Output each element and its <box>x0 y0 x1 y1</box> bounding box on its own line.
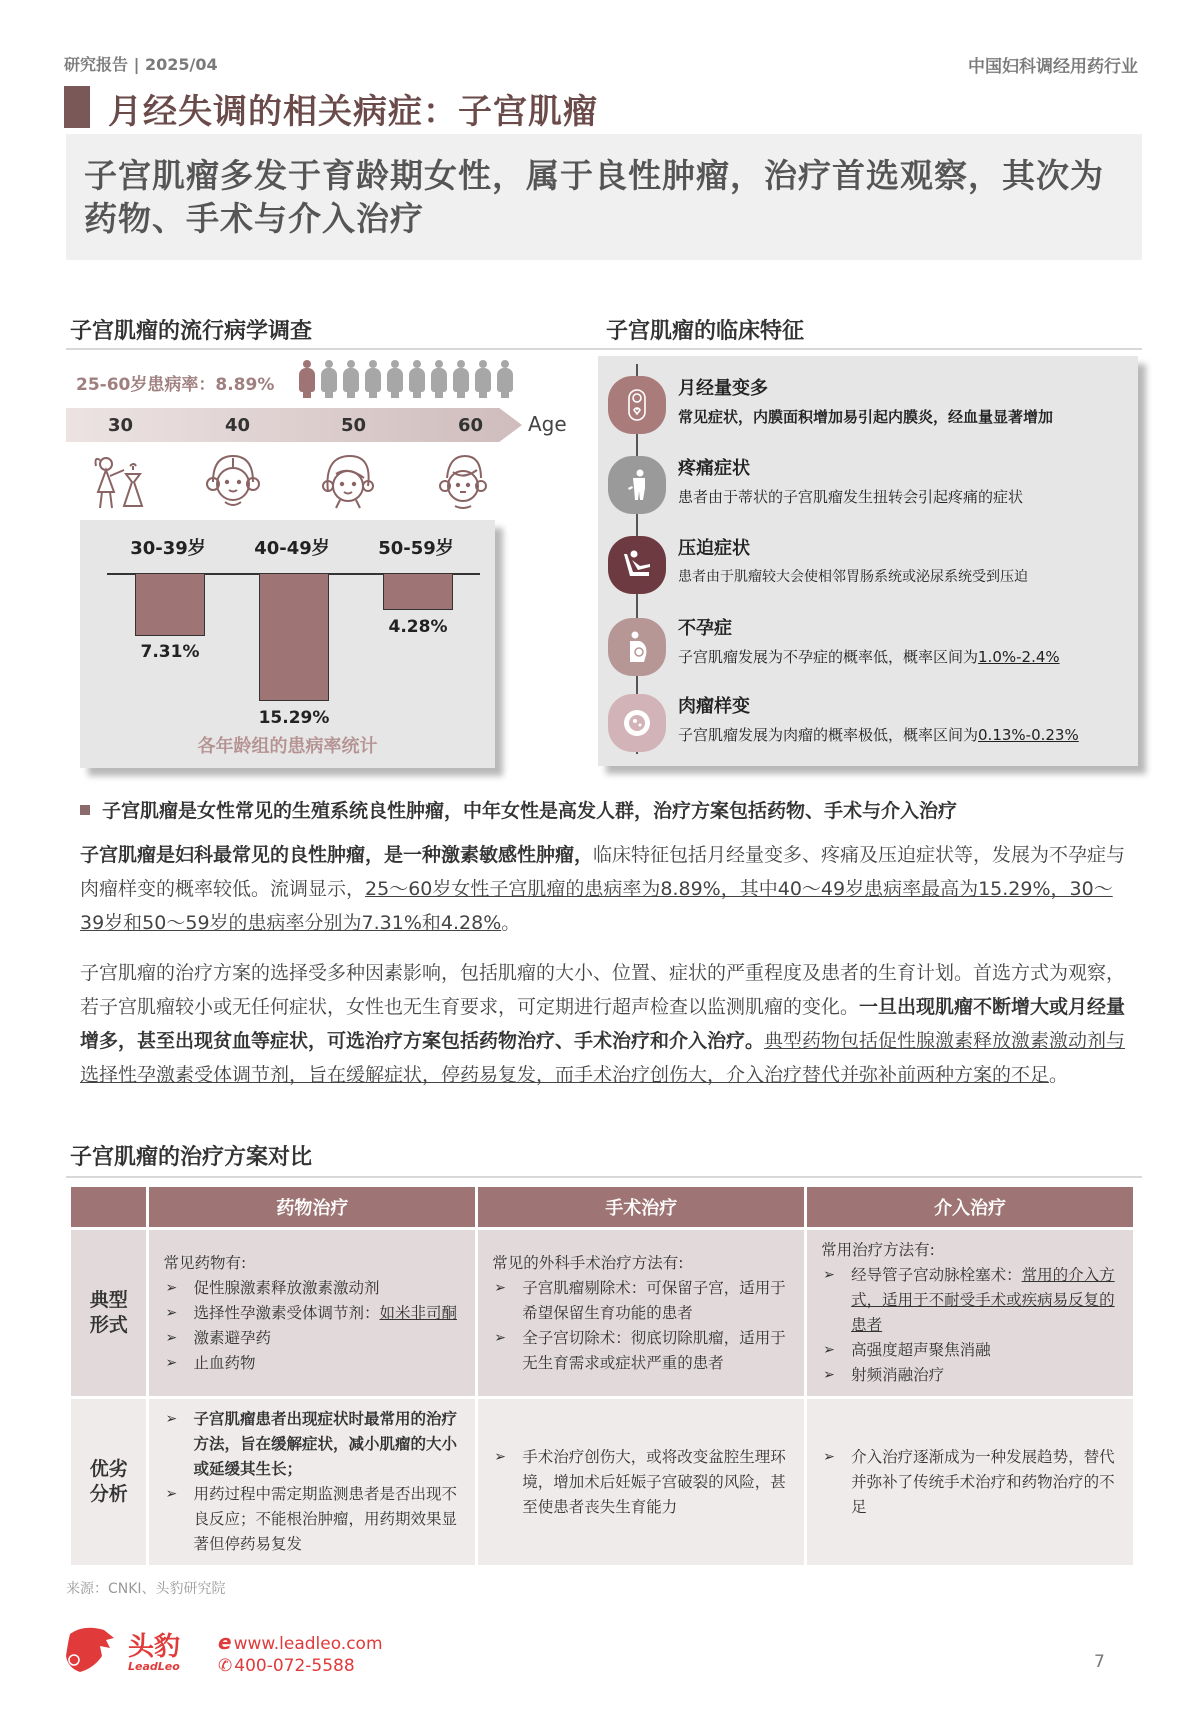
summary-bullet <box>80 796 957 823</box>
row-header-text: 优劣分析 <box>89 1458 128 1505</box>
section-divider <box>596 348 1142 350</box>
cell-intro: 常用治疗方法有: <box>821 1241 935 1259</box>
list-item <box>821 1263 1119 1338</box>
p2-underline: 典型药物包括促性腺激素释放激素激动剂与选择性孕激素受体调节剂，旨在缓解症状，停药易复发，而手术治疗创伤大，介入治疗替代并弥补前两种方案的不足 <box>80 1030 1126 1086</box>
people-pictogram <box>298 360 514 398</box>
item-text: 选择性孕激素受体调节剂： <box>193 1303 380 1322</box>
industry-header: 中国妇科调经用药行业 <box>968 57 1138 77</box>
website-text: www.leadleo.com <box>233 1634 383 1654</box>
person-icon <box>386 360 404 398</box>
table-header-surgery: 手术治疗 <box>478 1187 804 1227</box>
menstrual-pad-icon <box>608 376 666 434</box>
p1-end: 。 <box>501 912 521 934</box>
chart-bar-50-59 <box>383 574 453 610</box>
cell-intro: 常见的外科手术治疗方法有: <box>492 1253 684 1272</box>
age-tick-40: 40 <box>225 415 251 436</box>
desc-text: 子宫肌瘤发展为不孕症的概率低，概率区间为 <box>678 648 979 666</box>
epidemiology-section-title: 子宫肌瘤的流行病学调查 <box>70 319 313 344</box>
p2-bold: 一旦出现肌瘤不断增大或月经量增多，甚至出现贫血等症状，可选治疗方案包括药物治疗、手术治疗和介入治疗。 <box>80 996 1126 1052</box>
page-number: 7 <box>1094 1652 1105 1672</box>
chart-value-40-49: 15.29% <box>258 708 330 728</box>
age-tick-30: 30 <box>108 415 134 436</box>
leadleo-leopard-logo-icon <box>60 1624 120 1680</box>
feature-desc-sarcoma <box>678 724 1079 745</box>
cell-intervention-typical <box>807 1230 1133 1396</box>
table-header-empty <box>71 1187 146 1227</box>
cell-surgery-typical <box>478 1230 804 1396</box>
source-note: 来源：CNKI、头豹研究院 <box>66 1581 226 1597</box>
web-icon: e <box>218 1630 232 1654</box>
cell-surgery-analysis <box>478 1399 804 1565</box>
feature-desc-pain: 患者由于蒂状的子宫肌瘤发生扭转会引起疼痛的症状 <box>678 488 1024 506</box>
list-item: ➢ 子宫肌瘤剔除术：可保留子宫，适用于希望保留生育功能的患者 <box>492 1276 790 1326</box>
phone-text: 400-072-5588 <box>234 1656 355 1676</box>
infertility-rate-range: 1.0%-2.4% <box>978 648 1060 666</box>
desc-text: 子宫肌瘤发展为肉瘤的概率极低，概率区间为 <box>678 726 979 744</box>
feature-title-heavy-menstruation: 月经量变多 <box>678 378 768 399</box>
cell-drug-typical <box>149 1230 475 1396</box>
chart-category-50-59: 50-59岁 <box>378 538 454 559</box>
feature-desc-infertility <box>678 646 1060 667</box>
section-divider <box>66 1176 1142 1178</box>
young-woman-shopping-icon <box>88 452 148 510</box>
website-link[interactable] <box>218 1630 383 1654</box>
person-icon <box>452 360 470 398</box>
pain-person-icon <box>608 456 666 514</box>
feature-title-pain: 疼痛症状 <box>678 458 750 479</box>
table-header-drug: 药物治疗 <box>149 1187 475 1227</box>
cell-icon <box>608 694 666 752</box>
table-row <box>71 1230 1133 1396</box>
list-item: ➢ 高强度超声聚焦消融 <box>821 1338 1119 1363</box>
sarcoma-rate-range: 0.13%-0.23% <box>978 726 1079 744</box>
list-item <box>163 1301 461 1326</box>
phone-number <box>218 1656 355 1676</box>
cell-intro: 常见药物有: <box>163 1253 247 1272</box>
person-icon <box>320 360 338 398</box>
age-group-incidence-chart <box>80 520 495 768</box>
age-tick-60: 60 <box>458 415 484 436</box>
woman-face-60-icon <box>433 452 493 510</box>
chart-bar-40-49 <box>259 574 329 701</box>
person-icon <box>364 360 382 398</box>
p2-end: 。 <box>1049 1064 1069 1086</box>
list-item: ➢ 促性腺激素释放激素激动剂 <box>163 1276 461 1301</box>
person-icon <box>342 360 360 398</box>
cell-intervention-analysis <box>807 1399 1133 1565</box>
pregnancy-icon <box>608 618 666 676</box>
table-header-intervention: 介入治疗 <box>807 1187 1133 1227</box>
item-underline: 常用的介入方式，适用于不耐受手术或疾病易反复的患者 <box>851 1266 1115 1334</box>
p1-bold: 子宫肌瘤是妇科最常见的良性肿瘤，是一种激素敏感性肿瘤， <box>80 844 594 866</box>
person-icon <box>430 360 448 398</box>
section-divider <box>66 348 596 350</box>
list-item: ➢ 激素避孕药 <box>163 1326 461 1351</box>
treatment-section-title: 子宫肌瘤的治疗方案对比 <box>70 1145 313 1170</box>
feature-title-pressure: 压迫症状 <box>678 538 750 559</box>
chart-category-40-49: 40-49岁 <box>254 538 330 559</box>
feature-desc-pressure: 患者由于肌瘤较大会使相邻胃肠系统或泌尿系统受到压迫 <box>678 569 1028 585</box>
person-icon-highlighted <box>298 360 316 398</box>
key-message-banner <box>66 134 1142 260</box>
row-header-typical-form <box>71 1230 146 1396</box>
title-accent-bar <box>64 86 90 128</box>
person-icon <box>474 360 492 398</box>
p1-text: 临床特征包括月经量变多、疼痛及压迫症状等，发展为不孕症与肉瘤样变的概率较低。流调显示， <box>80 844 1126 900</box>
row-header-pros-cons <box>71 1399 146 1565</box>
clinical-section-title: 子宫肌瘤的临床特征 <box>606 319 805 344</box>
chart-value-30-39: 7.31% <box>140 642 200 662</box>
chart-bar-30-39 <box>135 574 205 636</box>
list-item: ➢ 射频消融治疗 <box>821 1363 1119 1388</box>
list-item: ➢ 手术治疗创伤大，或将改变盆腔生理环境，增加术后妊娠子宫破裂的风险，甚至使患者丧失生育能力 <box>492 1445 790 1520</box>
clinical-features-panel <box>598 356 1138 766</box>
item-underline: 如米非司酮 <box>379 1303 457 1322</box>
age-tick-50: 50 <box>341 415 367 436</box>
brand-name: 头豹 <box>128 1632 181 1662</box>
chart-value-50-59: 4.28% <box>388 617 448 637</box>
age-timeline-arrow <box>66 408 522 442</box>
age-axis-label: Age <box>528 412 567 436</box>
person-icon <box>408 360 426 398</box>
chart-caption: 各年龄组的患病率统计 <box>197 736 378 757</box>
list-item: ➢ 止血药物 <box>163 1351 461 1376</box>
item-text: 经导管子宫动脉栓塞术： <box>851 1266 1022 1284</box>
feature-title-infertility: 不孕症 <box>678 618 732 639</box>
chart-category-30-39: 30-39岁 <box>130 538 206 559</box>
treatment-comparison-table <box>68 1184 1136 1568</box>
list-item: ➢ 介入治疗逐渐成为一种发展趋势，替代并弥补了传统手术治疗和药物治疗的不足 <box>821 1445 1119 1520</box>
paragraph-overview <box>80 838 1132 940</box>
list-item: ➢ 用药过程中需定期监测患者是否出现不良反应；不能根治肿瘤，用药期效果显著但停药易复发 <box>163 1482 461 1557</box>
square-bullet-icon <box>80 805 90 815</box>
list-item: ➢ 全子宫切除术：彻底切除肌瘤，适用于无生育需求或症状严重的患者 <box>492 1326 790 1376</box>
woman-face-50-icon <box>318 452 378 510</box>
row-header-text: 典型形式 <box>89 1289 128 1336</box>
person-icon <box>496 360 514 398</box>
page-title: 月经失调的相关病症：子宫肌瘤 <box>108 92 598 132</box>
feature-title-sarcoma: 肉瘤样变 <box>678 696 750 717</box>
banner-text: 子宫肌瘤多发于育龄期女性，属于良性肿瘤，治疗首选观察，其次为药物、手术与介入治疗 <box>84 156 1104 238</box>
summary-bullet-text: 子宫肌瘤是女性常见的生殖系统良性肿瘤，中年女性是高发人群，治疗方案包括药物、手术与介入治疗 <box>102 800 958 822</box>
overall-rate-label: 25-60岁患病率：8.89% <box>76 375 275 395</box>
cell-drug-analysis <box>149 1399 475 1565</box>
pressure-person-icon <box>608 536 666 594</box>
p1-underline: 25～60岁女性子宫肌瘤的患病率为8.89%，其中40～49岁患病率最高为15.29%，30～39岁和50～59岁的患病率分别为7.31%和4.28% <box>80 878 1113 934</box>
report-date-header: 研究报告 | 2025/04 <box>64 55 218 74</box>
woman-face-40-icon <box>203 452 263 510</box>
paragraph-treatment <box>80 956 1132 1092</box>
feature-desc-heavy-menstruation: 常见症状，内膜面积增加易引起内膜炎，经血量显著增加 <box>678 408 1054 426</box>
p2-text: 子宫肌瘤的治疗方案的选择受多种因素影响，包括肌瘤的大小、位置、症状的严重程度及患者的生育计划。首选方式为观察，若子宫肌瘤较小或无任何症状，女性也无生育要求，可定期进行超声检查以监测肌瘤的变化。 <box>80 962 1126 1018</box>
brand-name-en: LeadLeo <box>128 1660 180 1673</box>
table-row <box>71 1399 1133 1565</box>
list-item: ➢ 子宫肌瘤患者出现症状时最常用的治疗方法，旨在缓解症状，减小肌瘤的大小或延缓其生长； <box>163 1407 461 1482</box>
phone-icon: ✆ <box>218 1656 233 1676</box>
